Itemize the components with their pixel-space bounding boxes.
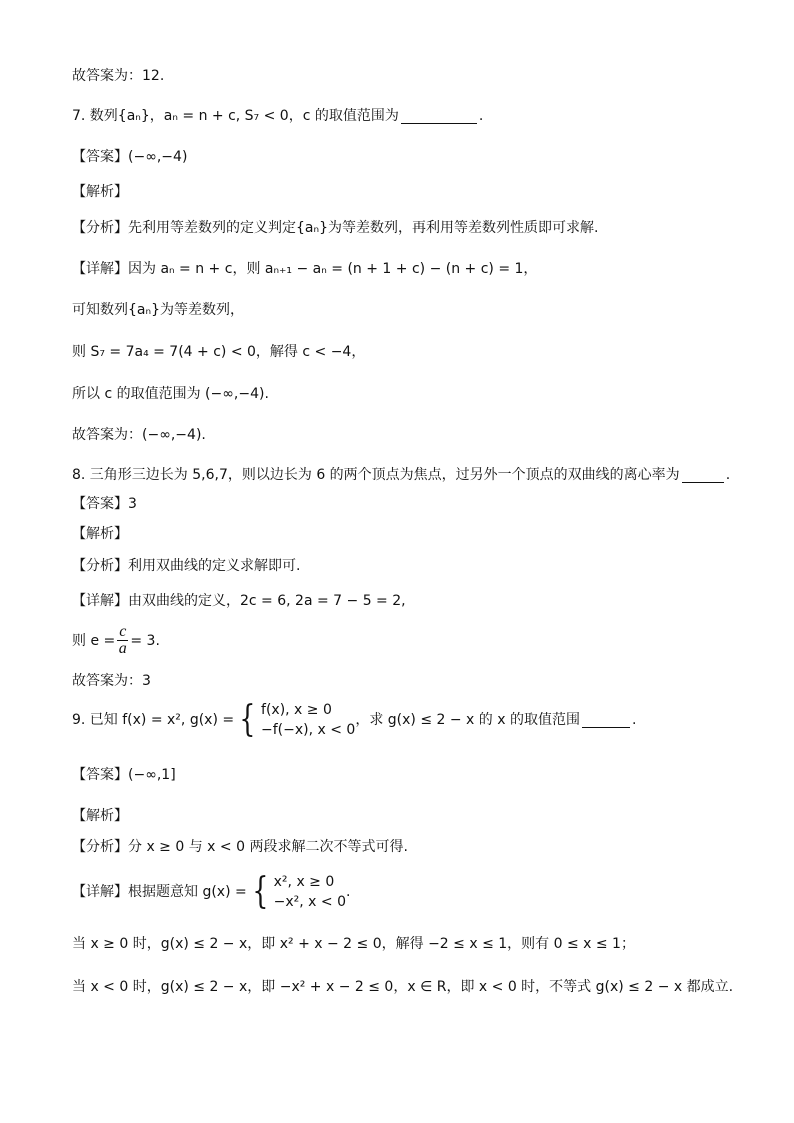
piecewise (274, 872, 346, 912)
fraction (117, 624, 128, 657)
text: 【分析】利用双曲线的定义求解即可. (72, 558, 301, 574)
case-2: −f(−x), x < 0 (261, 722, 356, 738)
analysis-heading-8 (72, 524, 128, 544)
numerator: c (119, 623, 127, 640)
question-9 (72, 700, 636, 740)
text: 【答案】(−∞,1] (72, 767, 176, 783)
answer-blank (401, 109, 477, 124)
text: 【详解】因为 aₙ = n + c，则 aₙ₊₁ − aₙ = (n + 1 + c) − (n + c) = 1， (72, 261, 538, 277)
question-9-stem: 9. 已知 f(x) = x², g(x) = (72, 712, 235, 728)
punct: . (478, 108, 484, 124)
fenxi-7 (72, 218, 598, 238)
denominator: a (118, 640, 127, 657)
text: 【详解】由双曲线的定义，2c = 6, 2a = 7 − 5 = 2, (72, 593, 406, 609)
answer-blank (682, 468, 724, 483)
question-7-stem: 7. 数列{aₙ}，aₙ = n + c, S₇ < 0，c 的取值范围为 (72, 108, 399, 124)
text: 【解析】 (72, 184, 128, 200)
answer-7 (72, 147, 187, 167)
xiangjie-9 (72, 872, 350, 912)
analysis-heading-9 (72, 806, 128, 826)
brace-icon: { (239, 699, 256, 740)
question-9-tail: ，求 g(x) ≤ 2 − x 的 x 的取值范围 (355, 712, 580, 728)
answer-9 (72, 765, 176, 785)
punct: . (631, 712, 637, 728)
text: 【解析】 (72, 526, 128, 542)
text: 故答案为：(−∞,−4). (72, 427, 206, 443)
punct: . (725, 467, 731, 483)
fenxi-8 (72, 556, 300, 576)
step-7b (72, 342, 365, 362)
text: 【答案】(−∞,−4) (72, 149, 188, 165)
question-7 (72, 106, 483, 126)
text: 当 x ≥ 0 时，g(x) ≤ 2 − x，即 x² + x − 2 ≤ 0，解得 −2 ≤ x ≤ 1，则有 0 ≤ x ≤ 1； (72, 936, 635, 952)
xiangjie-7 (72, 259, 537, 279)
analysis-heading-7 (72, 182, 128, 202)
text: 【分析】先利用等差数列的定义判定{aₙ}为等差数列，再利用等差数列性质即可求解. (72, 220, 599, 236)
brace-icon: { (252, 871, 269, 912)
text: 【解析】 (72, 808, 128, 824)
step-7c (72, 384, 269, 404)
case-1: f(x), x ≥ 0 (261, 702, 332, 718)
text: 【分析】分 x ≥ 0 与 x < 0 两段求解二次不等式可得. (72, 839, 408, 855)
text: 则 e = (72, 632, 116, 649)
answer-blank (582, 713, 630, 728)
step-7d (72, 425, 206, 445)
text: = 3. (130, 632, 160, 649)
punct: . (346, 884, 351, 900)
text: 【答案】3 (72, 496, 137, 512)
question-8-stem: 8. 三角形三边长为 5,6,7，则以边长为 6 的两个顶点为焦点，过另外一个顶点的双曲线的离心率为 (72, 467, 680, 483)
step-9a (72, 934, 635, 954)
text: 可知数列{aₙ}为等差数列， (72, 302, 244, 318)
answer-8 (72, 494, 137, 514)
case-2: −x², x < 0 (273, 894, 346, 910)
question-8 (72, 465, 730, 485)
step-8a (72, 624, 160, 657)
answer-line-q6 (72, 66, 164, 86)
text: 故答案为：12. (72, 68, 165, 84)
case-1: x², x ≥ 0 (273, 874, 335, 890)
text: 则 S₇ = 7a₄ = 7(4 + c) < 0，解得 c < −4， (72, 344, 366, 360)
step-7a (72, 300, 244, 320)
xiangjie-8 (72, 591, 406, 611)
piecewise (261, 700, 355, 740)
text: 故答案为：3 (72, 673, 151, 689)
text: 当 x < 0 时，g(x) ≤ 2 − x，即 −x² + x − 2 ≤ 0，x ∈ R，即 x < 0 时，不等式 g(x) ≤ 2 − x 都成立. (72, 979, 734, 995)
step-9b (72, 977, 733, 997)
text: 所以 c 的取值范围为 (−∞,−4). (72, 386, 269, 402)
text: 【详解】根据题意知 g(x) = (72, 884, 247, 900)
step-8b (72, 671, 151, 691)
fenxi-9 (72, 837, 408, 857)
